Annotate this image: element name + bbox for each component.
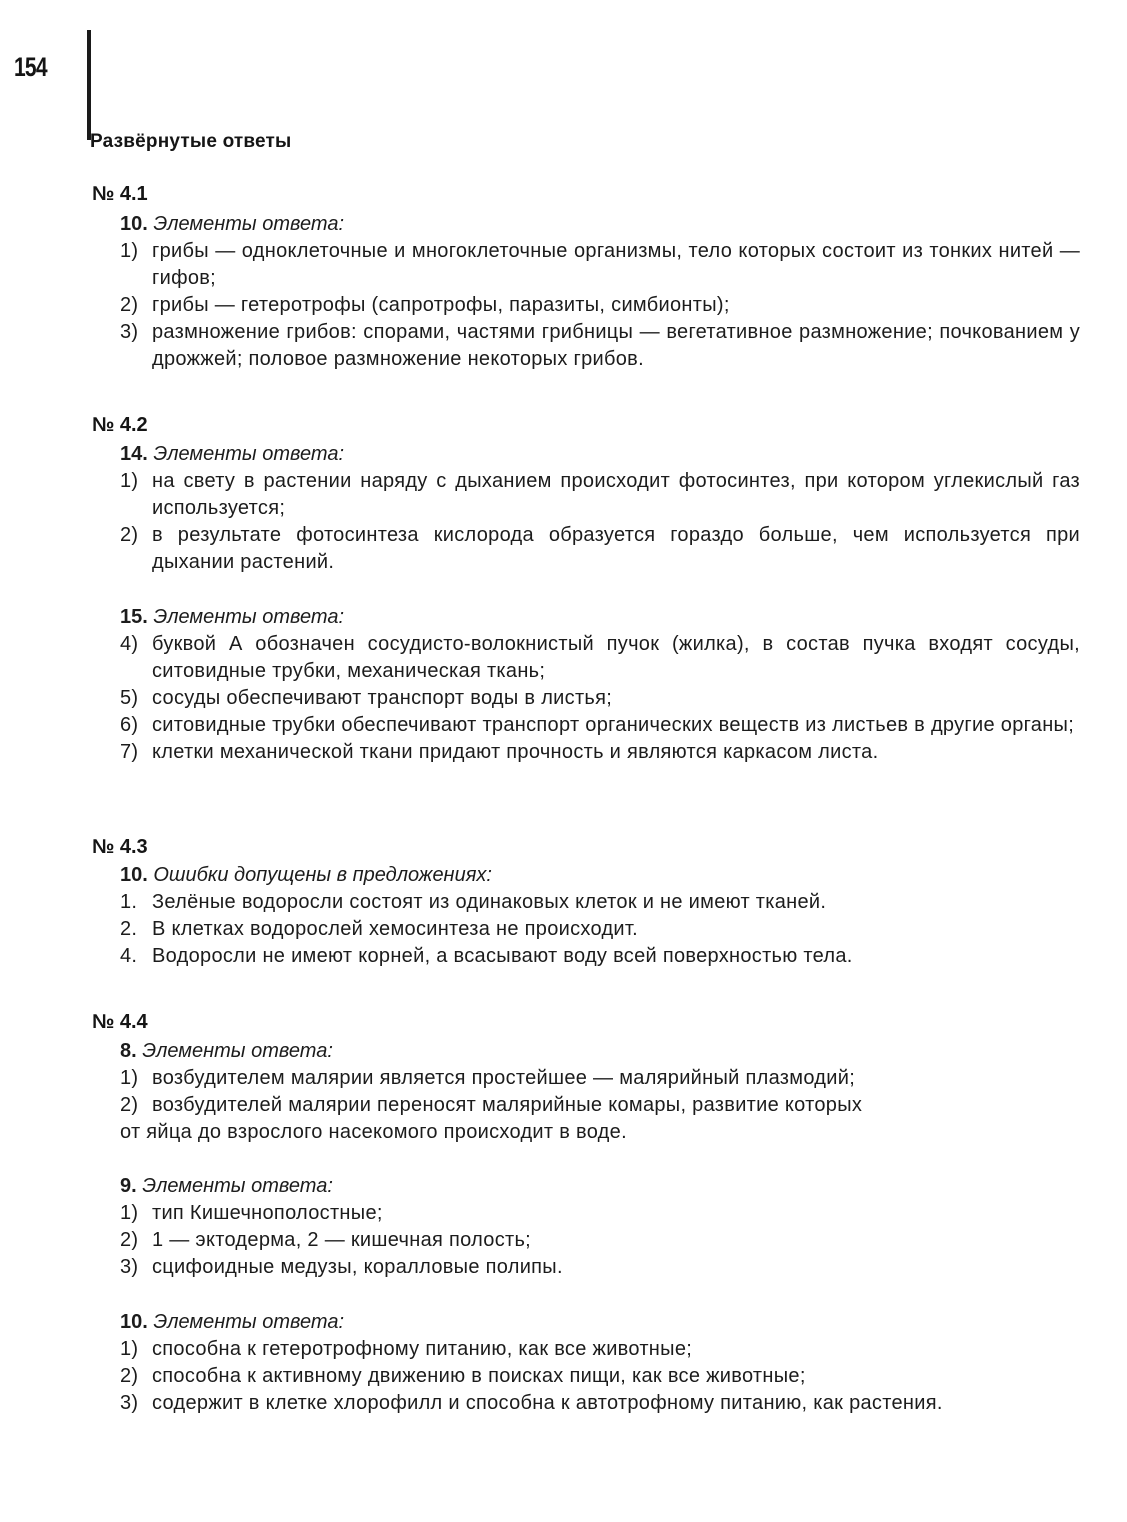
answer-item [120,943,1080,970]
item-marker: 1) [120,470,139,492]
task-block [120,441,1080,576]
task-number: 9. [120,1175,137,1197]
task-block [120,1309,1080,1417]
task-title [120,862,1080,889]
item-text: 1 — эктодерма, 2 — кишечная полость; [152,1229,532,1251]
task-title [120,441,1080,468]
task-label: Ошибки допущены в предложениях: [153,864,492,886]
task-number: 8. [120,1040,137,1062]
item-marker: 1. [120,891,138,913]
item-text: буквой А обозначен сосудисто-волокнистый пучок (жилка), в состав пучка входят сосуды, ситовидные трубки, механическая ткань; [152,633,1080,682]
item-text: способна к гетеротрофному питанию, как все животные; [152,1338,693,1360]
answer-item [120,1336,1080,1363]
item-marker: 3) [120,321,139,343]
page-heading: Развёрнутые ответы [90,131,292,152]
answer-item [120,319,1080,373]
page-margin-rule [87,30,91,140]
item-text: В клетках водорослей хемосинтеза не происходит. [152,918,639,940]
task-label: Элементы ответа: [142,1175,333,1197]
item-marker: 3) [120,1392,139,1414]
task-block [120,604,1080,766]
task-label: Элементы ответа: [153,1311,344,1333]
page-number: 154 [14,52,47,82]
task-number: 10. [120,864,148,886]
item-text: ситовидные трубки обеспечивают транспорт органических веществ из листьев в другие органы; [152,714,1075,736]
task-block [120,1038,1080,1146]
item-text: возбудителей малярии переносят малярийные комары, развитие которых [152,1094,863,1116]
answer-item [120,292,1080,319]
answer-item [120,1390,1080,1417]
item-marker: 1) [120,1338,139,1360]
answer-item [120,916,1080,943]
item-marker: 1) [120,1202,139,1224]
task-block [120,211,1080,373]
task-number: 10. [120,213,148,235]
item-text: возбудителем малярии является простейшее — малярийный плазмодий; [152,1067,856,1089]
item-marker: 2) [120,1094,139,1116]
answer-item [120,238,1080,292]
item-text: от яйца до взрослого насекомого происходит в воде. [120,1121,627,1143]
item-marker: 1) [120,1067,139,1089]
answer-item [120,1227,1080,1254]
answer-item [120,522,1080,576]
task-label: Элементы ответа: [153,443,344,465]
task-label: Элементы ответа: [153,606,344,628]
answer-item [120,712,1080,739]
section-label: № 4.1 [92,183,148,205]
section-label: № 4.4 [92,1011,148,1033]
item-marker: 4) [120,633,139,655]
item-text: сцифоидные медузы, коралловые полипы. [152,1256,563,1278]
answer-item [120,889,1080,916]
item-marker: 4. [120,945,138,967]
answer-item [120,1200,1080,1227]
item-text: способна к активному движению в поисках пищи, как все животные; [152,1365,806,1387]
item-text: Водоросли не имеют корней, а всасывают воду всей поверхностью тела. [152,945,853,967]
answer-item [120,1065,1080,1092]
item-marker: 7) [120,741,139,763]
task-title [120,1309,1080,1336]
item-text: размножение грибов: спорами, частями грибницы — вегетативное размножение; почкованием у дрожжей; половое размножение некоторых грибов. [152,321,1080,370]
answer-item [120,468,1080,522]
section-label: № 4.2 [92,414,148,436]
task-label: Элементы ответа: [142,1040,333,1062]
task-label: Элементы ответа: [153,213,344,235]
item-marker: 6) [120,714,139,736]
task-title [120,604,1080,631]
item-marker: 2. [120,918,138,940]
item-text: содержит в клетке хлорофилл и способна к автотрофному питанию, как растения. [152,1392,943,1414]
item-marker: 2) [120,294,139,316]
task-title [120,1038,1080,1065]
answer-item [120,739,1080,766]
task-number: 10. [120,1311,148,1333]
answer-item [120,685,1080,712]
answer-item [120,631,1080,685]
answer-item [120,1363,1080,1390]
item-text: сосуды обеспечивают транспорт воды в листья; [152,687,613,709]
item-text: клетки механической ткани придают прочность и являются каркасом листа. [152,741,879,763]
task-number: 15. [120,606,148,628]
item-marker: 2) [120,1365,139,1387]
item-marker: 2) [120,1229,139,1251]
answer-item [120,1119,1080,1146]
item-text: грибы — одноклеточные и многоклеточные организмы, тело которых состоит из тонких нитей — гифов; [152,240,1080,289]
answer-item [120,1092,1080,1119]
item-marker: 5) [120,687,139,709]
task-block [120,862,1080,970]
item-marker: 1) [120,240,139,262]
item-text: Зелёные водоросли состоят из одинаковых клеток и не имеют тканей. [152,891,827,913]
item-text: в результате фотосинтеза кислорода образуется гораздо больше, чем используется при дыхании растений. [152,524,1080,573]
task-number: 14. [120,443,148,465]
section-label: № 4.3 [92,836,148,858]
item-marker: 3) [120,1256,139,1278]
task-block [120,1173,1080,1281]
item-text: грибы — гетеротрофы (сапротрофы, паразиты, симбионты); [152,294,730,316]
task-title [120,211,1080,238]
answer-item [120,1254,1080,1281]
item-text: на свету в растении наряду с дыханием происходит фотосинтез, при котором углекислый газ используется; [152,470,1080,519]
item-marker: 2) [120,524,139,546]
item-text: тип Кишечнополостные; [152,1202,383,1224]
task-title [120,1173,1080,1200]
